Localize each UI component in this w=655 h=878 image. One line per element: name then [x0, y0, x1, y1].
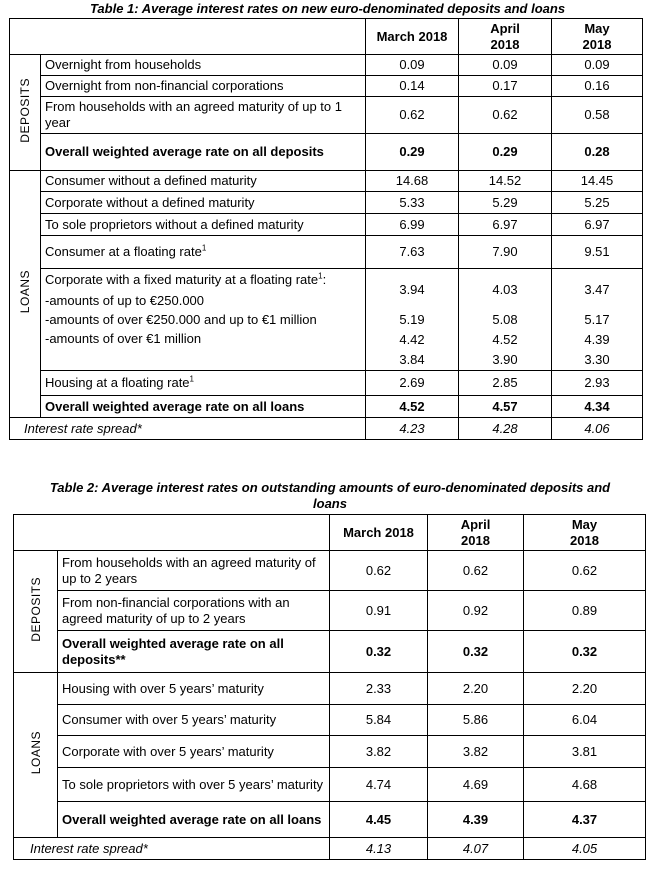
cell-value: 0.09: [366, 55, 459, 76]
cell-value: 5.17: [584, 312, 610, 327]
cell-value: 0.62: [428, 551, 524, 591]
table-row-spread: [10, 418, 643, 440]
row-label: Consumer at a floating rate$^1$: [41, 236, 366, 269]
cell-value: 4.68: [524, 768, 646, 802]
table-row: [14, 736, 646, 768]
row-label: Consumer with over 5 years’ maturity: [58, 705, 330, 736]
table2-corner: [14, 515, 330, 551]
cell-value: 4.69: [428, 768, 524, 802]
table1-loans-label: LOANS: [10, 171, 41, 418]
row-label: Interest rate spread*: [14, 838, 330, 860]
row-label: Overall weighted average rate on all loans: [41, 396, 366, 418]
cell-value: 0.09: [459, 55, 552, 76]
table-row: [10, 76, 643, 97]
row-label: To sole proprietors with over 5 years’ maturity: [58, 768, 330, 802]
cell-value: 0.32: [330, 631, 428, 673]
row-label: Overall weighted average rate on all loans: [58, 802, 330, 838]
table-row: [10, 371, 643, 396]
cell-value: 4.74: [330, 768, 428, 802]
table1-deposits-label: DEPOSITS: [10, 55, 41, 171]
cell-value: 0.58: [552, 97, 643, 134]
table2-header-may: May 2018: [524, 515, 646, 551]
table-row-total: [10, 134, 643, 171]
table2-deposits-label: DEPOSITS: [14, 551, 58, 673]
table-row-total: [14, 631, 646, 673]
row-label: Overnight from households: [41, 55, 366, 76]
table2: [13, 514, 646, 860]
footnote-marker: 1: [318, 271, 323, 281]
table-row: [10, 192, 643, 214]
cell-value-group: [552, 269, 643, 371]
table-row: [10, 214, 643, 236]
cell-value: 3.81: [524, 736, 646, 768]
cell-value: 7.90: [459, 236, 552, 269]
cell-value: 2.20: [428, 673, 524, 705]
cell-value: 6.99: [366, 214, 459, 236]
row-label: Corporate with over 5 years’ maturity: [58, 736, 330, 768]
cell-value: 3.82: [428, 736, 524, 768]
row-label: Interest rate spread*: [10, 418, 366, 440]
cell-value: 4.34: [552, 396, 643, 418]
cell-value: 0.16: [552, 76, 643, 97]
cell-value: 2.85: [459, 371, 552, 396]
cell-value: 3.47: [584, 282, 610, 297]
cell-value: 3.30: [584, 352, 610, 367]
cell-value: 4.42: [399, 332, 425, 347]
cell-value: 5.33: [366, 192, 459, 214]
cell-value: 4.28: [459, 418, 552, 440]
cell-value: 0.62: [330, 551, 428, 591]
row-label: From households with an agreed maturity of up to 1 year: [41, 97, 366, 134]
cell-value: 4.39: [584, 332, 610, 347]
cell-value: 2.20: [524, 673, 646, 705]
cell-value: 3.90: [492, 352, 518, 367]
row-label-group: [41, 269, 366, 371]
table2-header-april: April 2018: [428, 515, 524, 551]
cell-value: 4.03: [492, 282, 518, 297]
footnote-marker: 1: [201, 243, 207, 253]
table-row: [10, 171, 643, 192]
table-row: [14, 551, 646, 591]
table1-header-may: May 2018: [552, 19, 643, 55]
cell-value: 0.91: [330, 591, 428, 631]
cell-value: 6.97: [459, 214, 552, 236]
table-row-total: [10, 396, 643, 418]
cell-value: 2.69: [366, 371, 459, 396]
row-label: From households with an agreed maturity of up to 2 years: [58, 551, 330, 591]
cell-value: 14.68: [366, 171, 459, 192]
cell-value: 7.63: [366, 236, 459, 269]
cell-value: 4.57: [459, 396, 552, 418]
table1-corner: [10, 19, 366, 55]
table-row: [10, 55, 643, 76]
row-label: From non-financial corporations with an agreed maturity of up to 2 years: [58, 591, 330, 631]
cell-value: 4.07: [428, 838, 524, 860]
table-row-spread: [14, 838, 646, 860]
table2-loans-label: LOANS: [14, 673, 58, 838]
cell-value: 4.39: [428, 802, 524, 838]
cell-value: 0.29: [459, 134, 552, 171]
cell-value: 5.84: [330, 705, 428, 736]
table1-title: Table 1: Average interest rates on new euro-denominated deposits and loans: [89, 1, 566, 16]
table-row: [14, 705, 646, 736]
cell-value: 5.86: [428, 705, 524, 736]
cell-value: 3.84: [399, 352, 425, 367]
cell-value: 3.82: [330, 736, 428, 768]
cell-value: 4.13: [330, 838, 428, 860]
cell-value: 5.25: [552, 192, 643, 214]
cell-value: 2.33: [330, 673, 428, 705]
cell-value: 4.52: [492, 332, 518, 347]
cell-value: 4.45: [330, 802, 428, 838]
cell-value: 0.17: [459, 76, 552, 97]
table2-title: Table 2: Average interest rates on outstanding amounts of euro-denominated deposits and loans: [49, 480, 611, 511]
table-row-total: [14, 802, 646, 838]
cell-value: 14.52: [459, 171, 552, 192]
cell-value: 0.62: [366, 97, 459, 134]
row-label: -amounts of up to €250.000: [45, 293, 205, 308]
table1-header-april: April 2018: [459, 19, 552, 55]
table-row-group: [10, 269, 643, 371]
footnote-marker: 1: [189, 374, 194, 384]
cell-value: 0.89: [524, 591, 646, 631]
row-label: Overall weighted average rate on all deposits**: [58, 631, 330, 673]
cell-value: 0.32: [428, 631, 524, 673]
row-label: To sole proprietors without a defined maturity: [41, 214, 366, 236]
row-label: Corporate with a fixed maturity at a floating rate$^1$:: [45, 271, 327, 287]
table2-header-march: March 2018: [330, 515, 428, 551]
row-label: Overall weighted average rate on all deposits: [41, 134, 366, 171]
cell-value: 0.28: [552, 134, 643, 171]
cell-value: 0.14: [366, 76, 459, 97]
row-label: Consumer without a defined maturity: [41, 171, 366, 192]
row-label: Corporate without a defined maturity: [41, 192, 366, 214]
cell-value: 5.19: [399, 312, 425, 327]
cell-value: 4.05: [524, 838, 646, 860]
table-row: [14, 768, 646, 802]
cell-value: 0.09: [552, 55, 643, 76]
cell-value: 14.45: [552, 171, 643, 192]
cell-value: 4.52: [366, 396, 459, 418]
cell-value: 5.08: [492, 312, 518, 327]
cell-value-group: [366, 269, 459, 371]
cell-value: 3.94: [399, 282, 425, 297]
row-label: Housing with over 5 years’ maturity: [58, 673, 330, 705]
table-row: [10, 97, 643, 134]
cell-value: 0.62: [459, 97, 552, 134]
cell-value: 0.32: [524, 631, 646, 673]
table-row: [10, 236, 643, 269]
table-row: [14, 591, 646, 631]
cell-value-group: [459, 269, 552, 371]
cell-value: 9.51: [552, 236, 643, 269]
cell-value: 6.04: [524, 705, 646, 736]
cell-value: 4.37: [524, 802, 646, 838]
row-label: Overnight from non-financial corporations: [41, 76, 366, 97]
table1-header-march: March 2018: [366, 19, 459, 55]
cell-value: 4.23: [366, 418, 459, 440]
row-label: Housing at a floating rate$^1$: [41, 371, 366, 396]
row-label: -amounts of over €250.000 and up to €1 million: [45, 312, 317, 327]
table-row: [14, 673, 646, 705]
cell-value: 0.92: [428, 591, 524, 631]
cell-value: 2.93: [552, 371, 643, 396]
cell-value: 0.29: [366, 134, 459, 171]
cell-value: 5.29: [459, 192, 552, 214]
cell-value: 4.06: [552, 418, 643, 440]
cell-value: 6.97: [552, 214, 643, 236]
cell-value: 0.62: [524, 551, 646, 591]
table1: [9, 18, 643, 440]
row-label: -amounts of over €1 million: [45, 331, 202, 346]
